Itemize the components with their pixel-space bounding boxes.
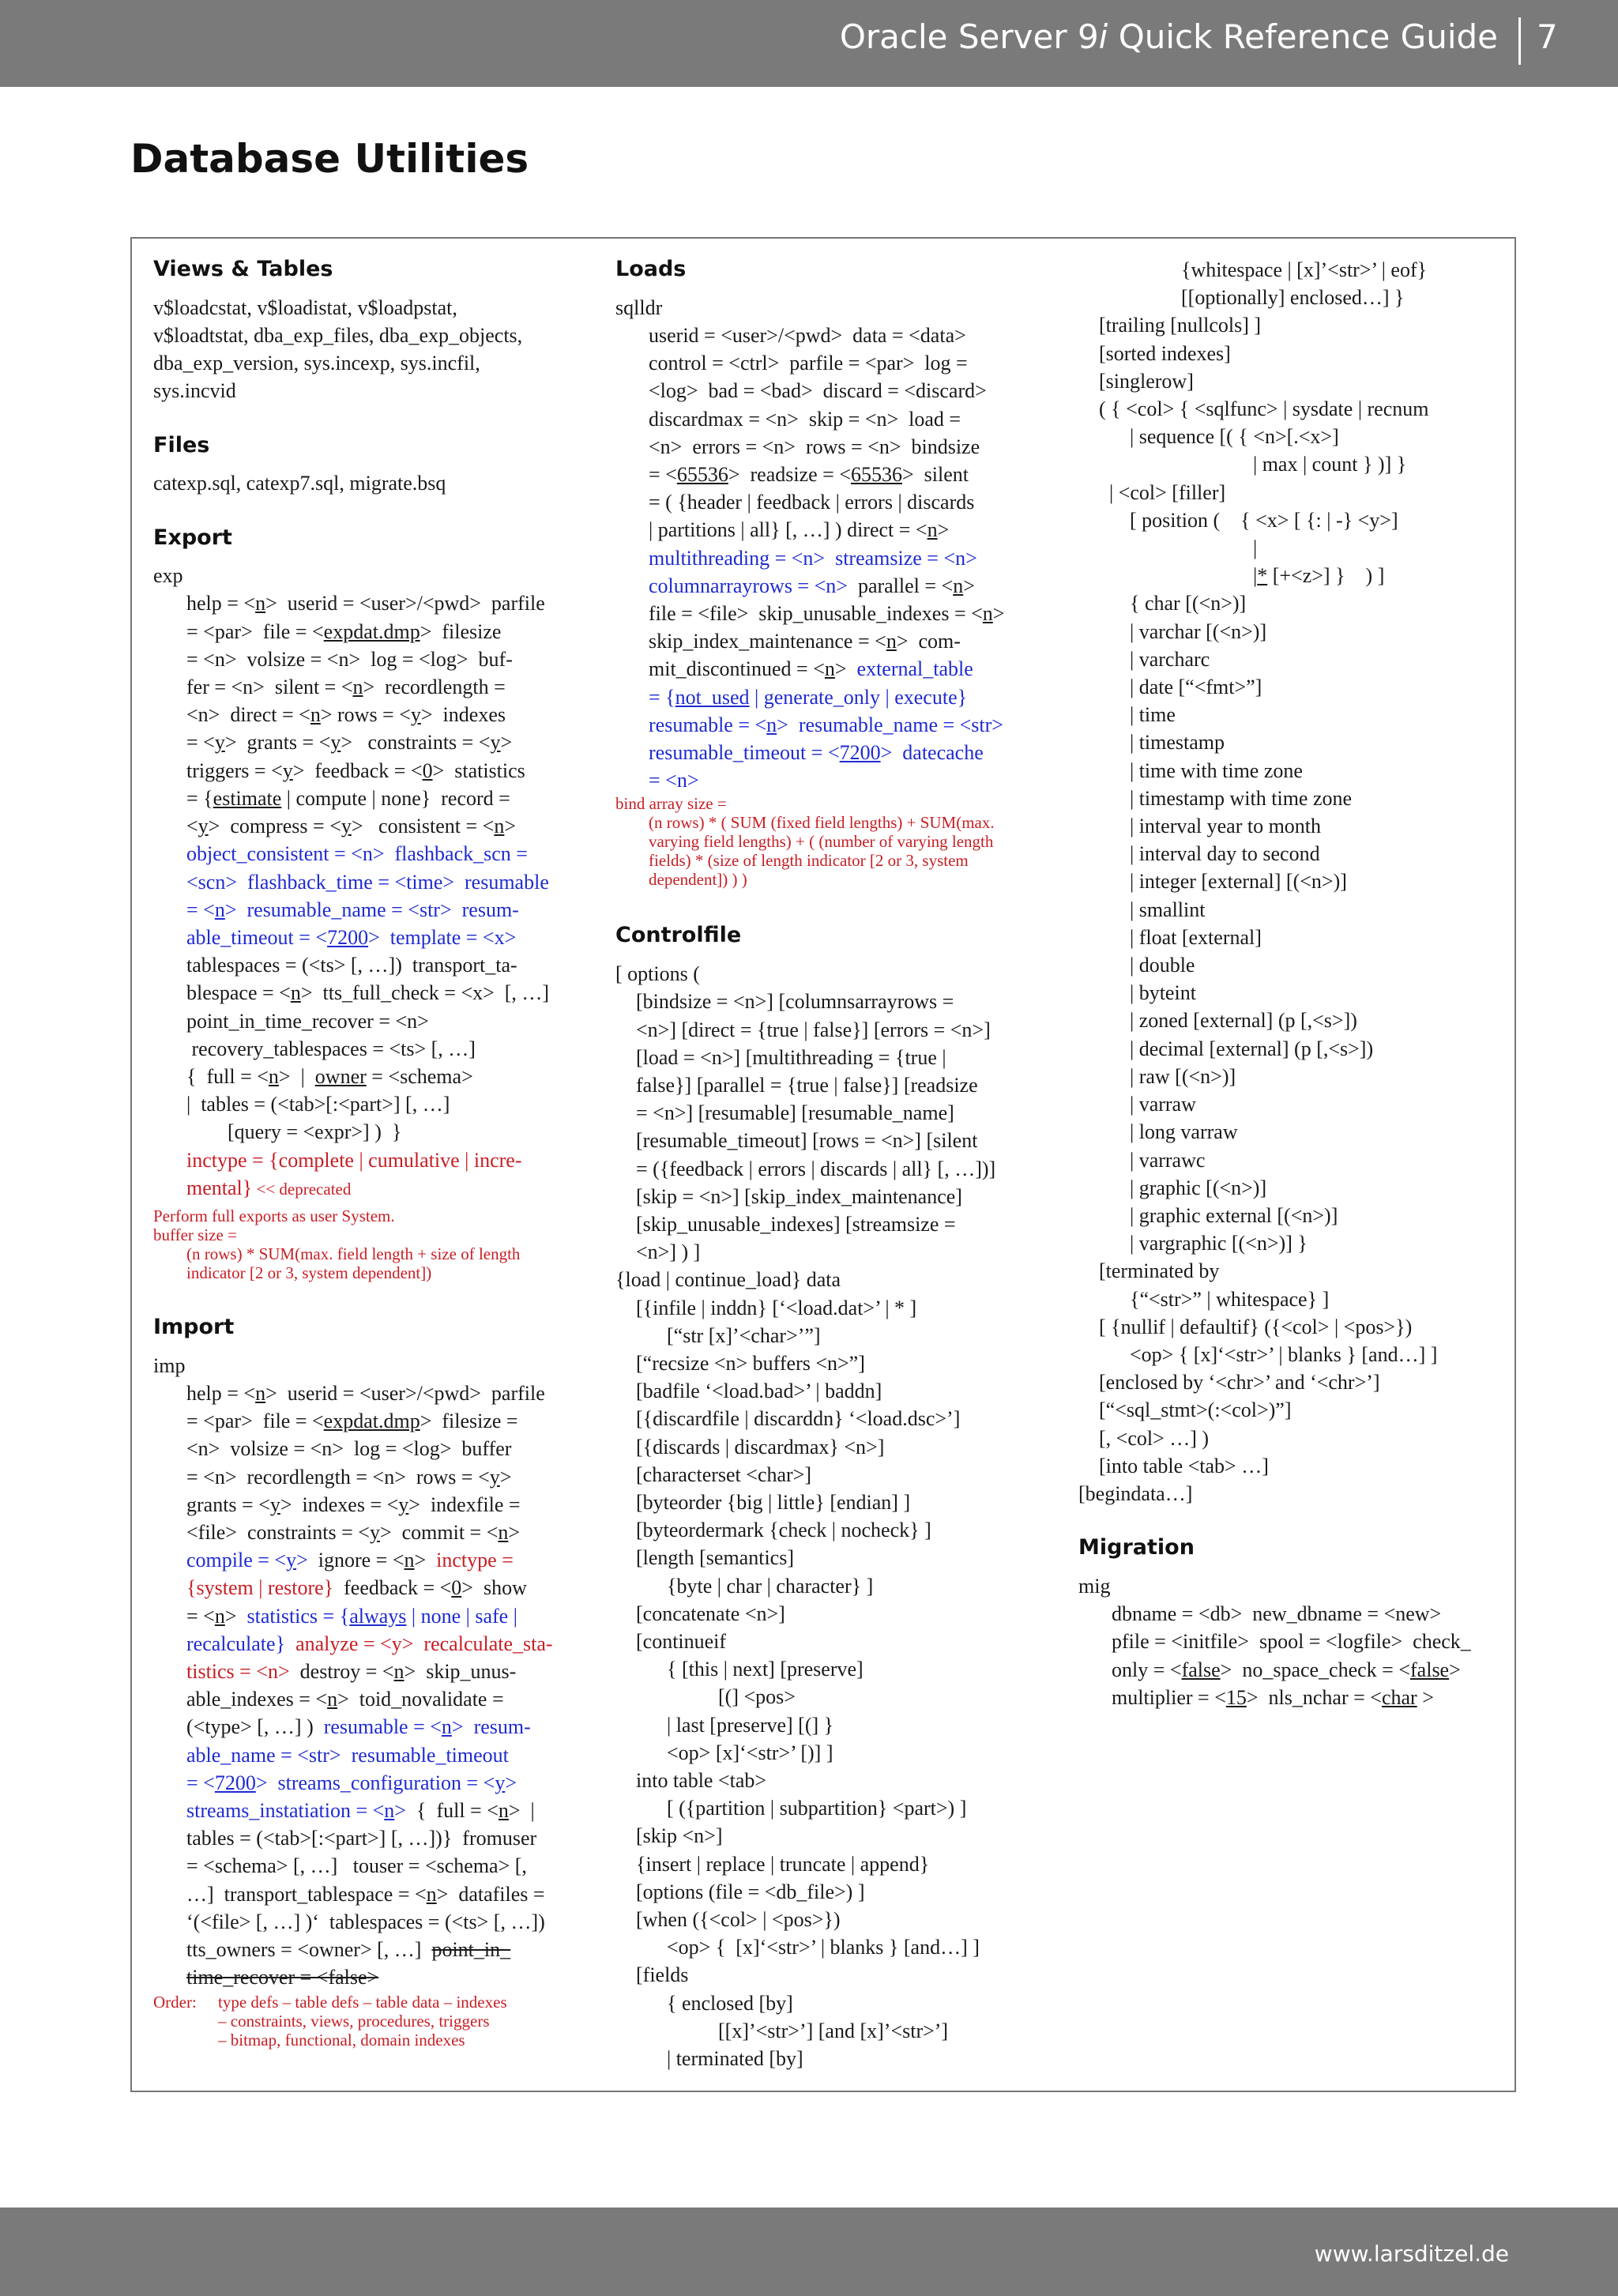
import-line: streams_instatiation = <n> { full = <n> | — [186, 1798, 535, 1822]
guide-title: Oracle Server 9i Quick Reference Guide — [839, 17, 1498, 56]
export-options — [153, 589, 596, 1203]
import-line: = <n> recordlength = <n> rows = <y> — [186, 1465, 512, 1489]
import-line: …] transport_tablespace = <n> datafiles = — [186, 1882, 545, 1906]
controlfile-syntax-continued: {whitespace | [x]’<str>’ | eof} [[optionally] enclosed…] } [trailing [nullcols] ] [sorted indexes] [singlerow] ( { <col> { <sqlfunc> | sysdate | recnum | sequence [( { <n>[.<x>] | max | count } )] } | <col> [filler] [ position ( { <x> [ {: | -} <y>] | — [1099, 258, 1429, 560]
import-line: = <par> file = <expdat.dmp> filesize = — [186, 1410, 518, 1433]
migration-line: pfile = <initfile> spool = <logfile> check_ — [1112, 1630, 1471, 1654]
import-options — [153, 1379, 596, 1991]
controlfile-datatypes: { char [(<n>)] | varchar [(<n>)] | varcharc | date [“<fmt>”] | time | timestamp | time with time zone | timestamp with time zone | interval year to month | interval day to second | integer [external] [(<n>)] | smallint | float [external] | double | byteint | zoned [external] (p [,<s>]) | decimal [external] (p [,<s>]) | raw [(<n>)] | varraw | long varraw | varrawc | graphic [(<n>)] | graphic external [(<n>)] | vargraphic [(<n>)] } [terminated by {“<str>” | whitespace} ] [ {nullif | defaultif} ({<col> | <pos>}) <op> { [x]‘<str>’ | blanks } [and…] ] [enclosed by ‘<chr>’ and ‘<chr>’] [“<sql_stmt>(:<col>)”] [, <col> …] ) [into table <tab> …] [begindata…] — [1078, 592, 1438, 1505]
export-line: object_consistent = <n> flashback_scn = — [186, 842, 528, 866]
import-line: tts_owners = <owner> [, …] point_in_ — [186, 1937, 511, 1961]
import-heading: Import — [153, 1314, 235, 1339]
loads-line: resumable_timeout = <7200> datecache — [649, 741, 984, 764]
import-line: compile = <y> ignore = <n> inctype = — [186, 1549, 514, 1572]
export-line: fer = <n> silent = <n> recordlength = — [186, 676, 506, 699]
export-line: able_timeout = <7200> template = <x> — [186, 925, 517, 949]
migration-options — [1078, 1600, 1505, 1711]
footer-url[interactable]: www.larsditzel.de — [1314, 2241, 1509, 2267]
bind-array-note: bind array size = — [615, 794, 727, 814]
migration-line: multiplier = <15> nls_nchar = <char > — [1112, 1685, 1434, 1709]
order-label: Order: — [153, 1993, 197, 2012]
export-line: = <par> file = <expdat.dmp> filesize — [186, 619, 502, 643]
controlfile-heading: Controlfile — [615, 923, 742, 948]
loads-line: mit_discontinued = <n> external_table — [649, 657, 973, 681]
loads-line: <n> errors = <n> rows = <n> bindsize — [649, 435, 980, 458]
column-left — [153, 256, 596, 2049]
export-line: = <n> resumable_name = <str> resum- — [186, 898, 519, 921]
header-separator — [1518, 17, 1521, 65]
loads-line: = ( {header | feedback | errors | discards — [649, 491, 975, 514]
export-line: tablespaces = (<ts> [, …]) transport_ta- — [186, 954, 517, 977]
import-line: time_recover = <false> — [186, 1966, 379, 1989]
import-command: imp — [153, 1353, 186, 1377]
export-line: = <y> grants = <y> constraints = <y> — [186, 731, 513, 755]
export-heading: Export — [153, 525, 232, 550]
export-line: { full = <n> | owner = <schema> — [186, 1064, 473, 1088]
page-number: 7 — [1537, 17, 1558, 56]
column-middle — [615, 256, 1074, 2072]
import-line: (<type> [, …] ) resumable = <n> resum- — [186, 1715, 531, 1739]
export-line: inctype = {complete | cumulative | incre- — [186, 1148, 522, 1172]
loads-line: = <65536> readsize = <65536> silent — [649, 462, 969, 486]
migration-line: dbname = <db> new_dbname = <new> — [1112, 1602, 1442, 1626]
import-line: <n> volsize = <n> log = <log> buffer — [186, 1437, 512, 1461]
files-heading: Files — [153, 432, 210, 457]
import-line: <file> constraints = <y> commit = <n> — [186, 1520, 521, 1544]
export-line: help = <n> userid = <user>/<pwd> parfile — [186, 592, 545, 615]
export-line: blespace = <n> tts_full_check = <x> [, …] — [186, 981, 550, 1005]
export-line: triggers = <y> feedback = <0> statistics — [186, 758, 525, 782]
page-header — [0, 0, 1618, 87]
import-line: recalculate} analyze = <y> recalculate_sta- — [186, 1632, 553, 1655]
loads-command: sqlldr — [615, 295, 663, 319]
bind-array-formula: (n rows) * ( SUM (fixed field lengths) + SUM(max. varying field lengths) + ( (number of varying length fields) * (size of length indicator [2 or 3, system dependent]) ) ) — [649, 813, 995, 890]
export-command: exp — [153, 564, 183, 588]
order-text: type defs – table defs – table data – indexes – constraints, views, procedures, triggers – bitmap, functional, domain indexes — [218, 1993, 507, 2050]
import-line: tistics = <n> destroy = <n> skip_unus- — [186, 1659, 517, 1683]
export-line: <y> compress = <y> consistent = <n> — [186, 815, 517, 838]
export-line: recovery_tablespaces = <ts> [, …] — [186, 1037, 476, 1060]
export-line: mental} << deprecated — [186, 1176, 352, 1199]
export-line: point_in_time_recover = <n> — [186, 1009, 429, 1033]
controlfile-position-line: |* [+<z>] } ) ] — [1078, 564, 1385, 588]
loads-options — [615, 322, 1074, 794]
loads-line: control = <ctrl> parfile = <par> log = — [649, 352, 968, 375]
loads-line: file = <file> skip_unusable_indexes = <n> — [649, 601, 1005, 625]
loads-heading: Loads — [615, 257, 687, 281]
export-buffer-note: buffer size = — [153, 1225, 237, 1244]
import-line: grants = <y> indexes = <y> indexfile = — [186, 1492, 521, 1516]
import-line: tables = (<tab>[:<part>] [, …])} fromuser — [186, 1827, 537, 1850]
loads-line: multithreading = <n> streamsize = <n> — [649, 546, 977, 570]
import-line: {system | restore} feedback = <0> show — [186, 1576, 527, 1600]
loads-line: = {not_used | generate_only | execute} — [649, 685, 968, 709]
controlfile-syntax: [ options ( [bindsize = <n>] [columnsarrayrows = <n>] [direct = {true | false}] [errors = <n>] [load = <n>] [multithreading = {true | false}] [parallel = {true | false}] [readsize = <n>] [resumable] [resumable_name] [resumable_timeout] [rows = <n>] [silent = ({feedback | errors | discards | all} [, …])] [skip = <n>] [skip_index_maintenance] [skip_unusable_indexes] [streamsize = <n>] ) ] {load | continue_load} data [{infile | inddn} [‘<load.dat>’ | * ] [“str [x]’<char>’”] [“recsize <n> buffers <n>”] [badfile ‘<load.bad>’ | baddn] [{discardfile | discarddn} ‘<load.dsc>’] [{discards | discardmax} <n>] [characterset <char>] [byteorder {big | little} [endian] ] [byteordermark {check | nocheck} ] [length [semantics] {byte | char | character} ] [concatenate <n>] [continueif { [this | next] [preserve] [(] <pos> | last [preserve] [(] } <op> [x]‘<str>’ [)] ] into table <tab> [ ({partition | subpartition} <part>) ] [skip <n>] {insert | replace | truncate | append} [options (file = <db_file>) ] [when ({<col> | <pos>}) <op> { [x]‘<str>’ | blanks } [and…] ] [fields { enclosed [by] [[x]’<str>’] [and [x]’<str>’] | terminated [by] — [615, 962, 996, 2071]
loads-line: = <n> — [649, 769, 699, 792]
export-line: <scn> flashback_time = <time> resumable — [186, 870, 549, 894]
loads-line: | partitions | all} [, …] ) direct = <n> — [649, 518, 950, 542]
export-line: = {estimate | compute | none} record = — [186, 786, 510, 810]
import-line: help = <n> userid = <user>/<pwd> parfile — [186, 1381, 545, 1405]
views-tables-text: v$loadcstat, v$loadistat, v$loadpstat, v$loadtstat, dba_exp_files, dba_exp_objects, dba_exp_version, sys.incexp, sys.incfil, sys.incvid — [153, 295, 523, 403]
export-note: Perform full exports as user System. — [153, 1206, 395, 1225]
import-order-note — [153, 1993, 596, 2049]
import-line: = <schema> [, …] touser = <schema> [, — [186, 1854, 527, 1878]
loads-line: columnarrayrows = <n> parallel = <n> — [649, 574, 975, 597]
content-frame — [130, 237, 1516, 2092]
column-right — [1078, 256, 1505, 1711]
import-line: able_name = <str> resumable_timeout — [186, 1743, 509, 1767]
loads-line: userid = <user>/<pwd> data = <data> — [649, 323, 966, 347]
import-line: = <7200> streams_configuration = <y> — [186, 1771, 517, 1794]
loads-line: skip_index_maintenance = <n> com- — [649, 630, 961, 653]
migration-command: mig — [1078, 1574, 1111, 1598]
loads-line: resumable = <n> resumable_name = <str> — [649, 713, 1003, 736]
page-title: Database Utilities — [130, 136, 529, 182]
export-line: [query = <expr>] ) } — [186, 1120, 402, 1144]
export-line: <n> direct = <n> rows = <y> indexes — [186, 703, 506, 727]
migration-line: only = <false> no_space_check = <false> — [1112, 1658, 1461, 1681]
import-line: able_indexes = <n> toid_novalidate = — [186, 1688, 504, 1711]
export-line: = <n> volsize = <n> log = <log> buf- — [186, 647, 513, 671]
export-buffer-formula: (n rows) * SUM(max. field length + size of length indicator [2 or 3, system dependent]) — [186, 1244, 521, 1282]
page-footer — [0, 2208, 1618, 2296]
loads-line: discardmax = <n> skip = <n> load = — [649, 407, 961, 431]
import-line: = <n> statistics = {always | none | safe | — [186, 1604, 517, 1628]
import-line: ‘(<file> [, …] )‘ tablespaces = (<ts> [, …]) — [186, 1910, 545, 1933]
loads-line: <log> bad = <bad> discard = <discard> — [649, 379, 987, 403]
files-text: catexp.sql, catexp7.sql, migrate.bsq — [153, 472, 446, 495]
views-tables-heading: Views & Tables — [153, 257, 333, 281]
export-line: | tables = (<tab>[:<part>] [, …] — [186, 1093, 450, 1116]
migration-heading: Migration — [1078, 1535, 1195, 1560]
